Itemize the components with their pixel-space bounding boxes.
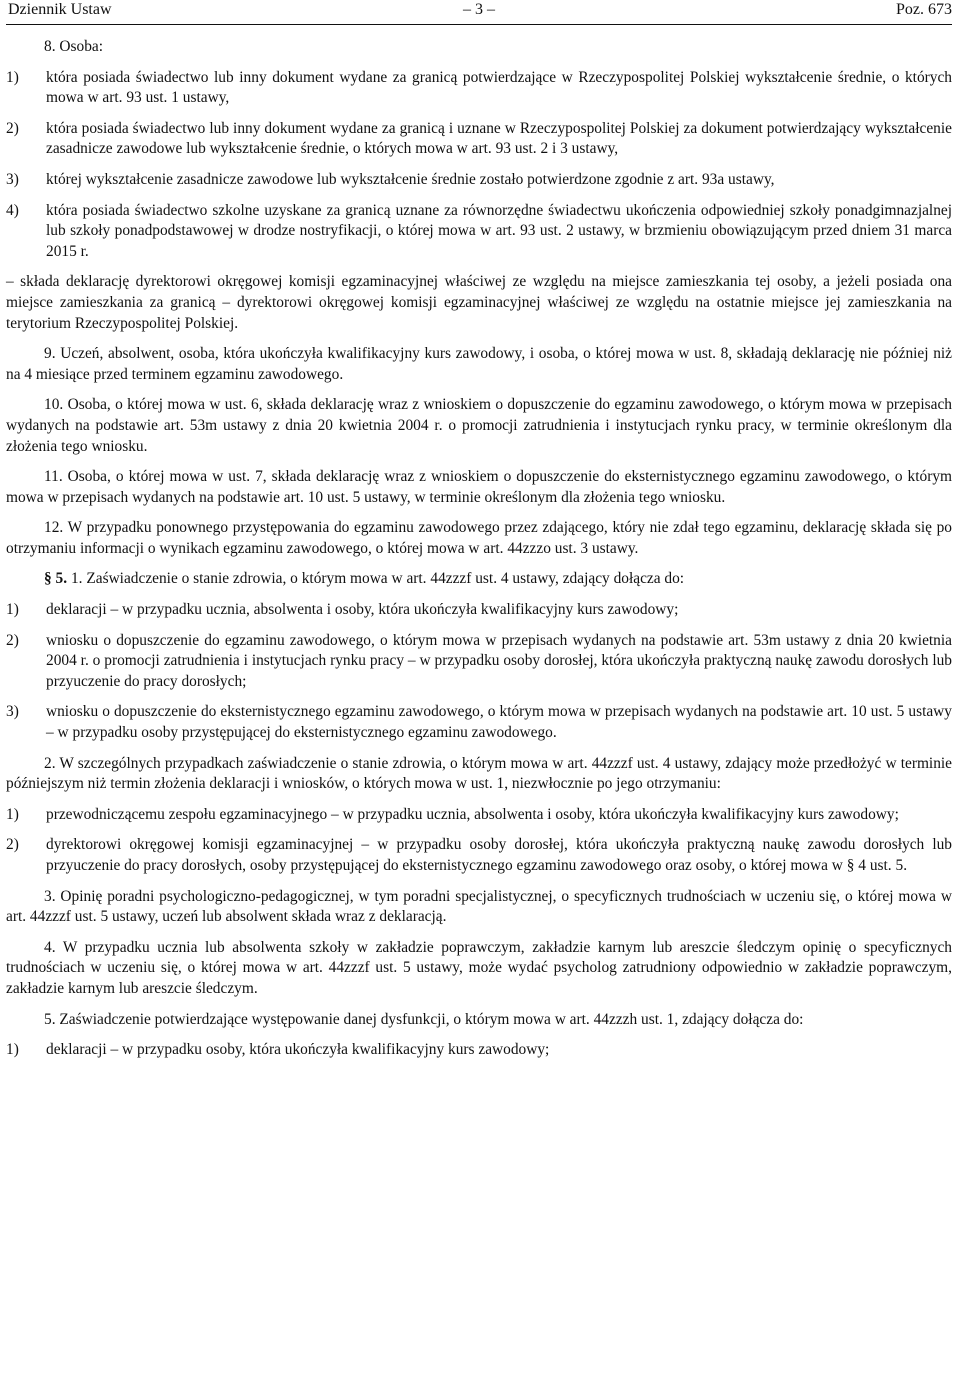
section-5-paragraph-1-text: 1. Zaświadczenie o stanie zdrowia, o którym mowa w art. 44zzzf ust. 4 ustawy, zdający dołącza do:: [70, 570, 685, 588]
document-body: [6, 25, 952, 1061]
list-number: 2): [6, 836, 19, 854]
list-item: [6, 119, 952, 160]
list-number: 2): [6, 631, 19, 649]
list-number: 2): [6, 119, 19, 137]
list-text: która posiada świadectwo szkolne uzyskane za granicą uznane za równorzędne świadectwu ukończenia odpowiedniej szkoły ponadgimnazjalnej lub szkoły ponadpodstawowej w drodze nostryfikacji, o której mowa w art. 93 ust. 2 ustawy, w brzmieniu obowiązującym przed dniem 31 marca 2015 r.: [46, 201, 952, 260]
list-item: [6, 805, 952, 826]
list-number: 3): [6, 703, 19, 721]
section-5-paragraph-4: 4. W przypadku ucznia lub absolwenta szkoły w zakładzie poprawczym, zakładzie karnym lub areszcie śledczym opinię o specyficznych trudnościach w uczeniu się, o której mowa w art. 44zzzf ust. 5 ustawy, może wydać psycholog zatrudniony odpowiednio w zakładzie poprawczym, zakładzie karnym lub areszcie śledczym.: [6, 938, 952, 997]
list-number: 4): [6, 201, 19, 219]
list-text: deklaracji – w przypadku osoby, która ukończyła kwalifikacyjny kurs zawodowy;: [46, 1041, 550, 1059]
section-5-paragraph-1: [6, 569, 952, 590]
position-number: Poz. 673: [896, 1, 952, 18]
list-item: [6, 170, 952, 191]
paragraph-11: 11. Osoba, o której mowa w ust. 7, składa deklarację wraz z wnioskiem o dopuszczenie do eksternistycznego egzaminu zawodowego, o którym mowa w przepisach wydanych na podstawie art. 10 ust. 5 ustawy, w terminie określonym dla złożenia tego wniosku.: [6, 468, 952, 506]
list-text: dyrektorowi okręgowej komisji egzaminacyjnej – w przypadku osoby dorosłej, która ukończyła praktyczną naukę zawodu dorosłych lub przyuczenie do pracy dorosłych, osoby przystępującej do eksternistycznego egzaminu zawodowego oraz osoby, o której mowa w § 4 ust. 5.: [46, 836, 952, 874]
journal-title: Dziennik Ustaw: [8, 1, 112, 18]
paragraph-10: 10. Osoba, o której mowa w ust. 6, składa deklarację wraz z wnioskiem o dopuszczenie do egzaminu zawodowego, o którym mowa w przepisach wydanych na podstawie art. 53m ustawy z dnia 20 kwietnia 2004 r. o promocji zatrudnienia i instytucjach rynku pracy, w terminie określonym dla złożenia tego wniosku.: [6, 396, 952, 455]
list-text: która posiada świadectwo lub inny dokument wydane za granicą potwierdzające w Rzeczypospolitej Polskiej wykształcenie średnie, o których mowa w art. 93 ust. 1 ustawy,: [46, 68, 952, 107]
paragraph-12: 12. W przypadku ponownego przystępowania do egzaminu zawodowego przez zdającego, który nie zdał tego egzaminu, deklarację składa się po otrzymaniu informacji o wynikach egzaminu zawodowego, o której mowa w art. 44zzzo ust. 3 ustawy.: [6, 519, 952, 557]
paragraph-9: 9. Uczeń, absolwent, osoba, która ukończyła kwalifikacyjny kurs zawodowy, i osoba, o której mowa w ust. 8, składają deklarację nie później niż na 4 miesiące przed terminem egzaminu zawodowego.: [6, 345, 952, 383]
list-text: deklaracji – w przypadku ucznia, absolwenta i osoby, która ukończyła kwalifikacyjny kurs zawodowy;: [46, 601, 679, 619]
list-text: wniosku o dopuszczenie do eksternistycznego egzaminu zawodowego, o którym mowa w przepisach wydanych na podstawie art. 10 ust. 5 ustawy – w przypadku osoby przystępującej do eksternistycznego egzaminu zawodowego.: [46, 703, 952, 742]
list-text: wniosku o dopuszczenie do egzaminu zawodowego, o którym mowa w przepisach wydanych na podstawie art. 53m ustawy z dnia 20 kwietnia 2004 r. o promocji zatrudnienia i instytucjach rynku pracy – w przypadku osoby dorosłej, która ukończyła praktyczną naukę zawodu dorosłych lub przyuczenie do pracy dorosłych;: [46, 631, 952, 690]
list-item: [6, 68, 952, 109]
paragraph-8-lead: 8. Osoba:: [44, 38, 103, 55]
list-number: 1): [6, 1041, 19, 1059]
page-number: – 3 –: [463, 1, 495, 18]
list-text: która posiada świadectwo lub inny dokument wydane za granicą i uznane w Rzeczypospolitej Polskiej za dokument potwierdzający wykształcenie zasadnicze zawodowe lub wykształcenie średnie, o których mowa w art. 93 ust. 2 i 3 ustawy,: [46, 119, 952, 158]
list-text: której wykształcenie zasadnicze zawodowe lub wykształcenie średnie zostało potwierdzone zgodnie z art. 93a ustawy,: [46, 170, 775, 188]
list-number: 1): [6, 601, 19, 619]
list-item: [6, 1040, 952, 1061]
list-item: [6, 201, 952, 263]
list-number: 1): [6, 805, 19, 823]
list-text: przewodniczącemu zespołu egzaminacyjnego – w przypadku ucznia, absolwenta i osoby, która ukończyła kwalifikacyjny kurs zawodowy;: [46, 805, 899, 823]
list-number: 1): [6, 68, 19, 86]
list-item: [6, 702, 952, 743]
list-item: [6, 835, 952, 876]
list-item: [6, 600, 952, 621]
section-5-paragraph-5: 5. Zaświadczenie potwierdzające występowanie danej dysfunkcji, o którym mowa w art. 44zzzh ust. 1, zdający dołącza do:: [44, 1010, 804, 1028]
section-5-paragraph-2: 2. W szczególnych przypadkach zaświadczenie o stanie zdrowia, o którym mowa w art. 44zzzf ust. 4 ustawy, zdający może przedłożyć w terminie późniejszym niż termin złożenia deklaracji i wniosków, o których mowa w ust. 1, niezwłocznie po jego otrzymaniu:: [6, 754, 952, 793]
paragraph-8-closing: – składa deklarację dyrektorowi okręgowej komisji egzaminacyjnej właściwej ze względu na miejsce zamieszkania tej osoby, a jeżeli posiada ona miejsce zamieszkania za granicą – dyrektorowi okręgowej komisji egzaminacyjnej właściwej ze względu na ostatnie miejsce jej zamieszkania na terytorium Rzeczypospolitej Polskiej.: [6, 273, 952, 332]
page-header: [6, 0, 952, 25]
section-marker: § 5.: [44, 570, 68, 588]
section-5-paragraph-3: 3. Opinię poradni psychologiczno-pedagogicznej, w tym poradni specjalistycznej, o specyficznych trudnościach w uczeniu się, o której mowa w art. 44zzzf ust. 5 ustawy, uczeń lub absolwent składa wraz z deklaracją.: [6, 887, 952, 926]
list-item: [6, 631, 952, 693]
list-number: 3): [6, 170, 19, 188]
